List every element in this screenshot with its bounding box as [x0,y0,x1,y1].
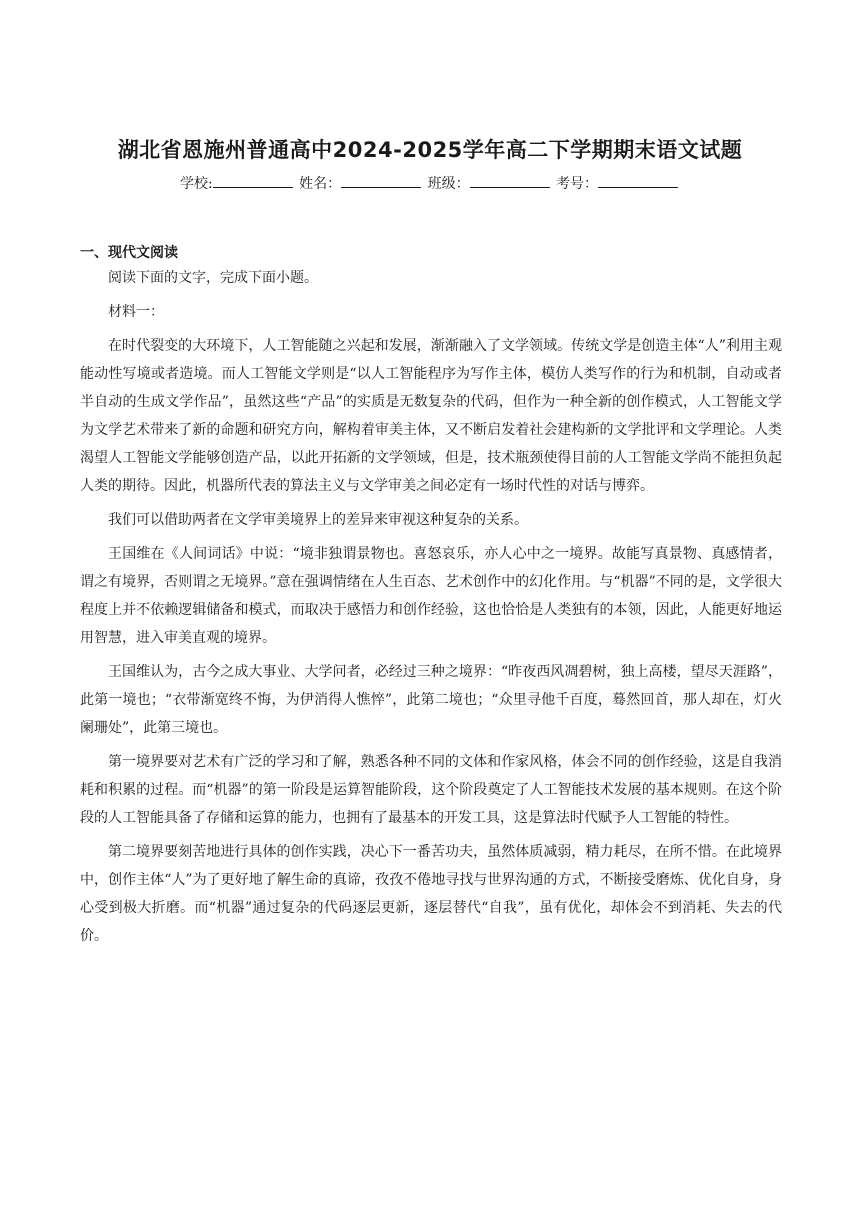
school-blank[interactable] [213,175,293,188]
school-label: 学校: [179,176,213,192]
material-label: 材料一： [108,304,164,320]
paragraph-2: 我们可以借助两者在文学审美境界上的差异来审视这种复杂的关系。 [108,512,528,528]
reading-passage [80,264,782,956]
name-label: 姓名： [299,176,342,192]
paragraph-6: 第二境界要刻苦地进行具体的创作实践，决心下一番苦功夫，虽然体质减弱，精力耗尽，在所不惜。在此境界中，创作主体“人”为了更好地了解生命的真谛，孜孜不倦地寻找与世界沟通的方式，不断接受磨炼、优化自身，身心受到极大折磨。而“机器”通过复杂的代码逐层更新，逐层替代“自我”，虽有优化，却体会不到消耗、失去的代价。 [80,844,782,944]
class-blank[interactable] [470,175,550,188]
name-blank[interactable] [341,175,421,188]
paragraph-5: 第一境界要对艺术有广泛的学习和了解，熟悉各种不同的文体和作家风格，体会不同的创作经验，这是自我消耗和积累的过程。而“机器”的第一阶段是运算智能阶段，这个阶段奠定了人工智能技术发展的基本规则。在这个阶段的人工智能具备了存储和运算的能力，也拥有了最基本的开发工具，这是算法时代赋予人工智能的特性。 [80,754,782,826]
class-label: 班级： [427,176,470,192]
instruction-text: 阅读下面的文字，完成下面小题。 [108,270,318,286]
section-heading: 一、现代文阅读 [80,245,178,261]
paragraph-1: 在时代裂变的大环境下，人工智能随之兴起和发展，渐渐融入了文学领域。传统文学是创造主体“人”利用主观能动性写境或者造境。而人工智能文学则是“以人工智能程序为写作主体，模仿人类写作的行为和机制，自动或者半自动的生成文学作品”，虽然这些“产品”的实质是无数复杂的代码，但作为一种全新的创作模式，人工智能文学为文学艺术带来了新的命题和研究方向，解构着审美主体，又不断启发着社会建构新的文学批评和文学理论。人类渴望人工智能文学能够创造产品，以此开拓新的文学领域，但是，技术瓶颈使得目前的人工智能文学尚不能担负起人类的期待。因此，机器所代表的算法主义与文学审美之间必定有一场时代性的对话与博弈。 [80,338,782,494]
paragraph-4: 王国维认为，古今之成大事业、大学问者，必经过三种之境界：“昨夜西风凋碧树，独上高楼，望尽天涯路”，此第一境也；“衣带渐宽终不悔，为伊消得人憔悴”，此第二境也；“众里寻他千百度，蓦然回首，那人却在，灯火阑珊处”，此第三境也。 [80,664,782,736]
exam-number-blank[interactable] [598,175,678,188]
student-info-line [0,173,860,193]
exam-number-label: 考号： [556,176,599,192]
exam-title: 湖北省恩施州普通高中2024-2025学年高二下学期期末语文试题 [117,138,743,162]
paragraph-3: 王国维在《人间词话》中说：“境非独谓景物也。喜怒哀乐，亦人心中之一境界。故能写真景物、真感情者，谓之有境界，否则谓之无境界。”意在强调情绪在人生百态、艺术创作中的幻化作用。与“机器”不同的是，文学很大程度上并不依赖逻辑储备和模式，而取决于感悟力和创作经验，这也恰恰是人类独有的本领，因此，人能更好地运用智慧，进入审美直观的境界。 [80,546,782,646]
